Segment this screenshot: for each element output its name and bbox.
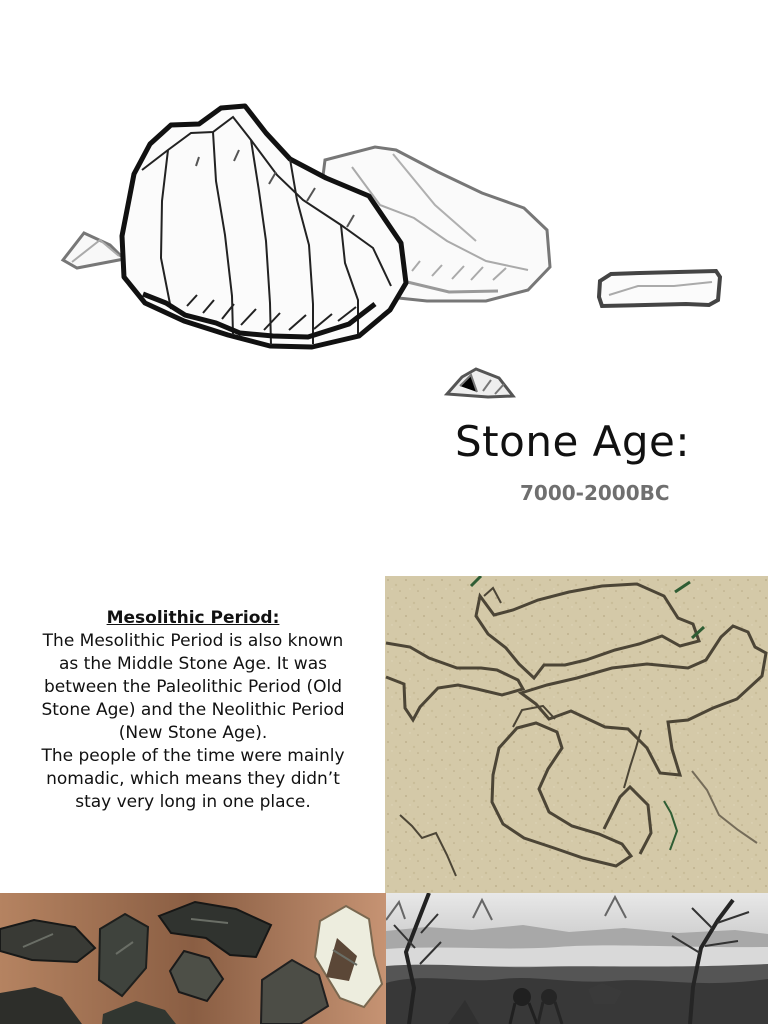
date-range: 7000-2000BC xyxy=(520,481,670,505)
stone-tools-photo xyxy=(0,893,386,1024)
cave-painting-image xyxy=(385,576,768,893)
stone-sketch-image xyxy=(40,90,740,410)
paragraph-middle-stone-age: The Mesolithic Period is also known as the Middle Stone Age. It was between the Paleolithic Period (Old Stone Age) and the Neolithic Period (New Stone Age). xyxy=(41,631,345,743)
paragraph-nomadic-people: The people of the time were mainly nomadic, which means they didn’t stay very long in one place. xyxy=(41,746,345,812)
mesolithic-text-block xyxy=(32,607,354,867)
nomadic-settlement-engraving xyxy=(386,893,768,1024)
section-heading: Mesolithic Period: xyxy=(106,608,280,628)
slide-title: Stone Age: xyxy=(455,417,691,466)
